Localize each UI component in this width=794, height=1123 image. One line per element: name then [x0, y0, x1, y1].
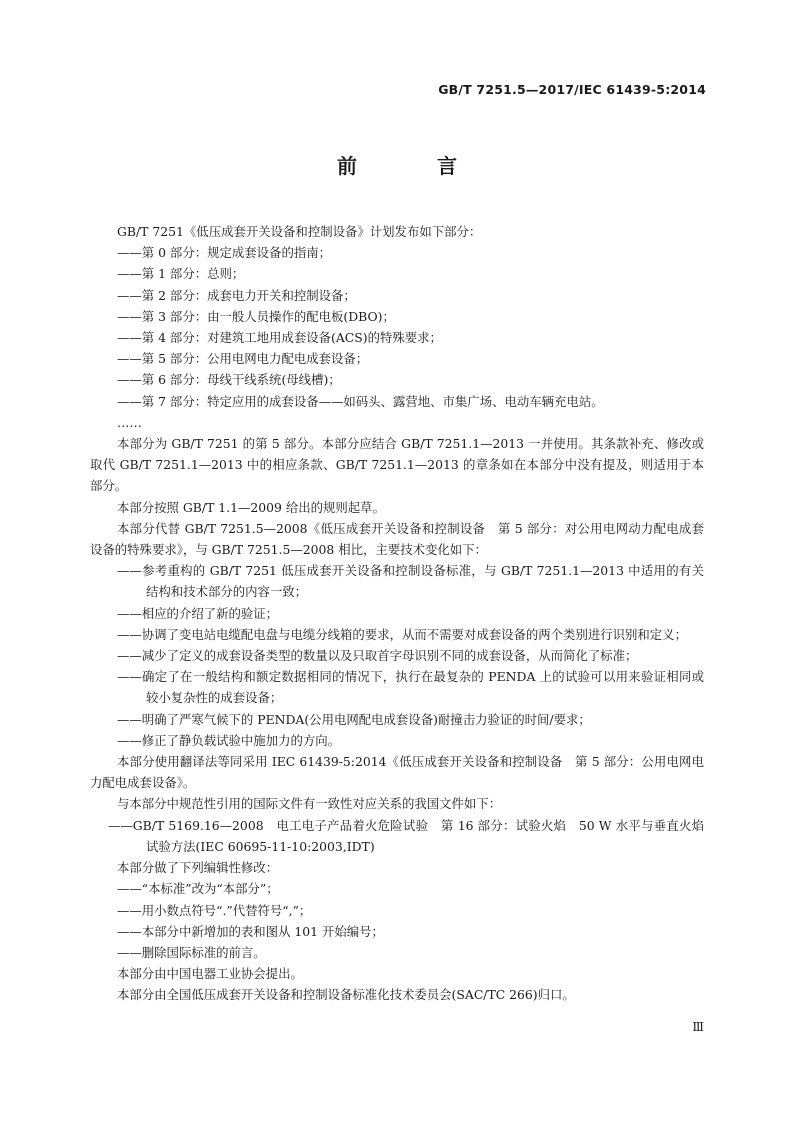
paragraph-replaces: 本部分代替 GB/T 7251.5—2008《低压成套开关设备和控制设备 第 5 部分：对公用电网动力配电成套设备的特殊要求》，与 GB/T 7251.5—2008 相比，主要技术变化如下： [90, 520, 704, 558]
list-item-change: ——减少了定义的成套设备类型的数量以及只取首字母识别不同的成套设备，从而简化了标准； [117, 648, 638, 664]
paragraph-drafting: 本部分按照 GB/T 1.1—2009 给出的规则起草。 [117, 499, 385, 515]
paragraph-references: 与本部分中规范性引用的国际文件有一致性对应关系的我国文件如下： [117, 796, 502, 812]
list-item-edit: ——“本标准”改为“本部分”； [117, 881, 279, 897]
list-item-edit: ——删除国际标准的前言。 [117, 944, 266, 960]
standard-number: GB/T 7251.5—2017/IEC 61439-5:2014 [438, 82, 706, 97]
list-item-edit: ——本部分中新增加的表和图从 101 开始编号； [117, 923, 384, 939]
page-number: Ⅲ [692, 1020, 704, 1034]
list-item-change: ——参考重构的 GB/T 7251 低压成套开关设备和控制设备标准，与 GB/T 7251.1—2013 中适用的有关结构和技术部分的内容一致； [117, 563, 704, 600]
paragraph-edits: 本部分做了下列编辑性修改： [117, 860, 279, 876]
list-item-edit: ——用小数点符号“.”代替符号“,”； [117, 902, 312, 918]
document-body [90, 221, 704, 1006]
page-title: 前 言 [337, 154, 487, 178]
list-item-part: ——第 0 部分：规定成套设备的指南； [117, 245, 332, 261]
list-item-change: ——修正了静负载试验中施加力的方向。 [117, 732, 341, 748]
list-item-part: ——第 2 部分：成套电力开关和控制设备； [117, 287, 356, 303]
list-item-part: ——第 5 部分：公用电网电力配电成套设备； [117, 351, 369, 367]
list-item-change: ——相应的介绍了新的验证； [117, 605, 279, 621]
list-item-part: ——第 3 部分：由一般人员操作的配电板(DBO)； [117, 308, 395, 324]
list-item-change: ——明确了严寒气候下的 PENDA(公用电网配电成套设备)耐撞击力验证的时间/要求； [117, 711, 591, 727]
list-item-part: ——第 1 部分：总则； [117, 266, 245, 282]
paragraph-committee: 本部分由全国低压成套开关设备和控制设备标准化技术委员会(SAC/TC 266)归口。 [117, 987, 575, 1003]
paragraph-intro: GB/T 7251《低压成套开关设备和控制设备》计划发布如下部分： [117, 224, 482, 239]
ellipsis: …… [117, 414, 142, 430]
list-item-part: ——第 4 部分：对建筑工地用成套设备(ACS)的特殊要求； [117, 330, 442, 346]
list-item-change: ——协调了变电站电缆配电盘与电缆分线箱的要求，从而不需要对成套设备的两个类别进行识别和定义； [117, 626, 687, 642]
list-item-change: ——确定了在一般结构和额定数据相同的情况下，执行在最复杂的 PENDA 上的试验可以用来验证相同或较小复杂性的成套设备； [117, 669, 704, 706]
list-item-reference: ——GB/T 5169.16—2008 电工电子产品着火危险试验 第 16 部分：试验火焰 50 W 水平与垂直火焰试验方法(IEC 60695-11-10:2003,IDT) [108, 817, 704, 854]
paragraph-scope: 本部分为 GB/T 7251 的第 5 部分。本部分应结合 GB/T 7251.1—2013 一并使用。其条款补充、修改或取代 GB/T 7251.1—2013 中的相应条款、GB/T 7251.1—2013 的章条如在本部分中没有提及，则适用于本部分。 [90, 436, 704, 494]
list-item-part: ——第 6 部分：母线干线系统(母线槽)； [117, 372, 341, 388]
paragraph-adoption: 本部分使用翻译法等同采用 IEC 61439-5:2014《低压成套开关设备和控制设备 第 5 部分：公用电网电力配电成套设备》。 [90, 754, 704, 791]
paragraph-proposer: 本部分由中国电器工业协会提出。 [117, 966, 303, 982]
list-item-part: ——第 7 部分：特定应用的成套设备——如码头、露营地、市集广场、电动车辆充电站。 [117, 393, 604, 409]
